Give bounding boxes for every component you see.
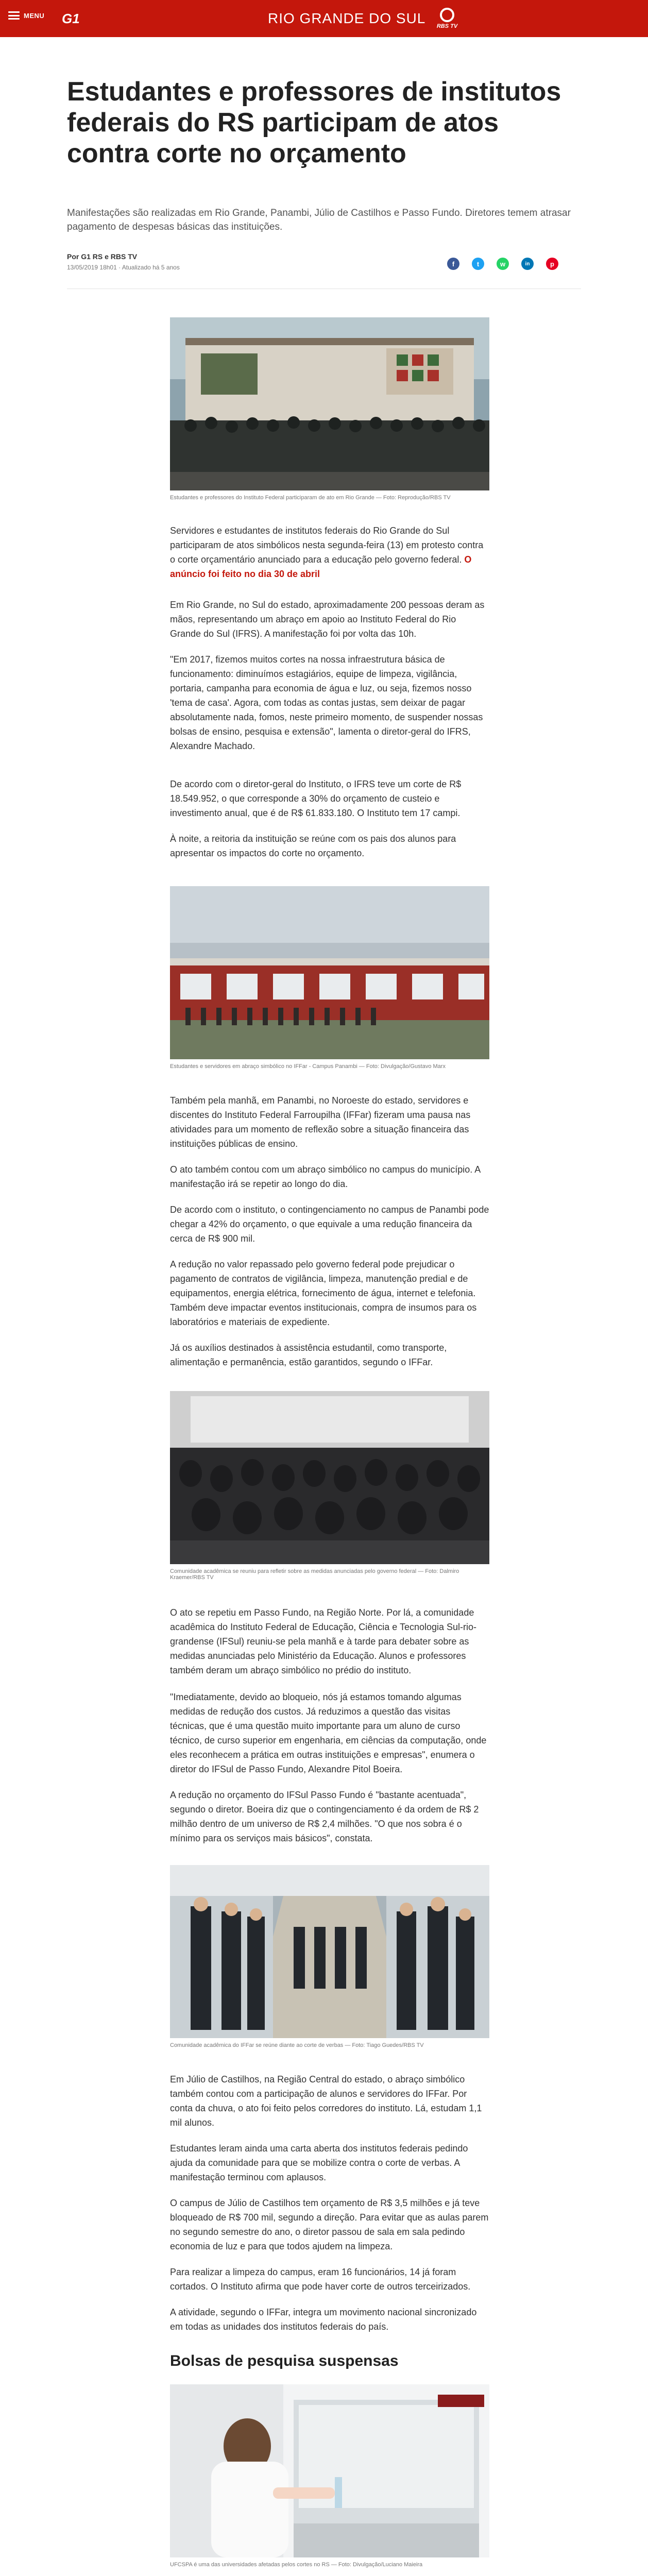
anuncio-link[interactable]: O anúncio foi feito no dia 30 de abril: [170, 554, 472, 579]
paragraph-7: O ato também contou com um abraço simbólico no campus do município. A manifestação irá se repetir ao longo do dia.: [170, 1164, 481, 1189]
pinterest-share-icon[interactable]: p: [546, 258, 558, 270]
whatsapp-share-icon[interactable]: w: [497, 258, 509, 270]
g1-logo[interactable]: G1: [62, 10, 80, 26]
paragraph-9: A redução no valor repassado pelo governo federal pode prejudicar o pagamento de contratos de vigilância, limpeza, manutenção predial e de equipamentos, energia elétrica, fornecimento de água, internet e telefonia. Também deve impactar eventos institucionais, compra de insumos para os laboratórios e materiais de expediente.: [170, 1259, 477, 1327]
campus-embrace-photo: [170, 886, 489, 1059]
facebook-share-icon[interactable]: f: [447, 258, 459, 270]
paragraph-10: Já os auxílios destinados à assistência estudantil, como transporte, alimentação e permanência, estão garantidos, segundo o IFFar.: [170, 1343, 447, 1367]
paragraph-1-text: Servidores e estudantes de institutos federais do Rio Grande do Sul participaram de atos simbólicos nesta segunda-feira (13) em protesto contra o corte orçamentário anunciado para a educação pelo governo federal.: [170, 526, 484, 565]
paragraph-11: O ato se repetiu em Passo Fundo, na Região Norte. Por lá, a comunidade acadêmica do Instituto Federal de Educação, Ciência e Tecnologia Sul-rio-grandense (IFSul) reuniu-se pela manhã e à tarde para debater sobre as medidas anunciadas pelo Ministério da Educação. Alunos e professores também deram um abraço simbólico no prédio do instituto.: [170, 1607, 477, 1675]
top-bar: [0, 0, 648, 37]
photo-julio-de-castilhos[interactable]: [170, 1865, 489, 2038]
rbs-logo-icon: [440, 8, 454, 22]
paragraph-13: A redução no orçamento do IFSul Passo Fundo é "bastante acentuada", segundo o diretor. Boeira diz que o contingenciamento é da ordem de R$ 2 milhão dentro de um universo de R$ 2,4 milhões. "O que nos sobra é o mínimo para os serviços mais básicos", constata.: [170, 1790, 479, 1843]
photo-caption-1: Estudantes e professores do Instituto Federal participaram de ato em Rio Grande — Foto: Reprodução/RBS TV: [170, 495, 451, 501]
menu-label: MENU: [24, 11, 45, 20]
photo-caption-2: Estudantes e servidores em abraço simbólico no IFFar - Campus Panambi — Foto: Divulgação/Gustavo Marx: [170, 1063, 446, 1070]
group-protest-photo: [170, 317, 489, 490]
region-title[interactable]: RIO GRANDE DO SUL: [268, 10, 426, 26]
paragraph-2: Em Rio Grande, no Sul do estado, aproximadamente 200 pessoas deram as mãos, representando um abraço em apoio ao Instituto Federal do Rio Grande do Sul (IFRS). A manifestação foi por volta das 10h.: [170, 600, 485, 639]
photo-caption-3: Comunidade acadêmica se reuniu para refletir sobre as medidas anunciadas pelo governo federal — Foto: Dalmiro Kraemer/RBS TV: [170, 1568, 459, 1581]
photo-caption-4: Comunidade acadêmica do IFFar se reúne diante ao corte de verbas — Foto: Tiago Guedes/RBS TV: [170, 2042, 424, 2048]
photo-rio-grande[interactable]: [170, 317, 489, 490]
share-bar: [447, 258, 558, 270]
paragraph-18: A atividade, segundo o IFFar, integra um movimento nacional sincronizado em todas as unidades dos institutos federais do país.: [170, 2307, 477, 2332]
paragraph-3: "Em 2017, fizemos muitos cortes na nossa infraestrutura básica de funcionamento: diminuímos estagiários, equipe de limpeza, vigilância, portaria, campanha para economia de água e luz, ou seja, fizemos nosso 'tema de casa'. Agora, com todas as contas justas, sem deixar de pagar absolutamente nada, fomos, neste primeiro momento, de suspender nossas bolsas de ensino, pesquisa e extensão", lamenta o diretor-geral do IFRS, Alexandre Machado.: [170, 654, 483, 751]
affiliate-label: RBS TV: [436, 23, 458, 29]
auditorium-photo: [170, 1391, 489, 1564]
laboratory-photo: [170, 2384, 489, 2557]
article-title: Estudantes e professores de institutos federais do RS participam de atos contra corte no orçamento: [67, 77, 561, 168]
menu-button[interactable]: [8, 11, 44, 20]
paragraph-16: O campus de Júlio de Castilhos tem orçamento de R$ 3,5 milhões e já teve bloqueado de R$ 700 mil, segundo a direção. Para evitar que as aulas parem no segundo semestre do ano, o diretor passou de sala em sala pedindo economia de luz e para que todos ajudem na limpeza.: [170, 2198, 489, 2251]
photo-panambi[interactable]: [170, 886, 489, 1059]
paragraph-12: "Imediatamente, devido ao bloqueio, nós já estamos tomando algumas medidas de redução dos custos. Já reduzimos a questão das visitas técnicas, que é uma questão muito importante para um aluno de curso técnico, de curso superior em engenharia, em ciências da computação, onde eles reconhecem a prática em outras instituições e empresas", enumera o diretor do IFSul de Passo Fundo, Alexandre Pitol Boeira.: [170, 1692, 487, 1774]
paragraph-4: De acordo com o diretor-geral do Instituto, o IFRS teve um corte de R$ 18.549.952, o que corresponde a 30% do orçamento de custeio e investimento anual, que é de R$ 61.833.180. O Instituto tem 17 campi.: [170, 779, 462, 818]
paragraph-17: Para realizar a limpeza do campus, eram 16 funcionários, 14 já foram cortados. O Instituto afirma que pode haver corte de outros terceirizados.: [170, 2267, 471, 2292]
paragraph-1: [170, 523, 489, 581]
affiliate-logo[interactable]: [433, 5, 462, 32]
article-subtitle: Manifestações são realizadas em Rio Grande, Panambi, Júlio de Castilhos e Passo Fundo. Diretores temem atrasar pagamento de despesas básicas das instituições.: [67, 208, 571, 232]
paragraph-14: Em Júlio de Castilhos, na Região Central do estado, o abraço simbólico também contou com a participação de alunos e servidores do IFFar. Por conta da chuva, o ato foi feito pelos corredores do instituto. Lá, estudam 1,1 mil alunos.: [170, 2074, 482, 2128]
photo-passo-fundo[interactable]: [170, 1391, 489, 1564]
photo-caption-5: UFCSPA é uma das universidades afetadas pelos cortes no RS — Foto: Divulgação/Luciano Maieira: [170, 2562, 423, 2568]
dateline: 13/05/2019 18h01 · Atualizado há 5 anos: [67, 264, 180, 271]
paragraph-8: De acordo com o instituto, o contingenciamento no campus de Panambi pode chegar a 42% do orçamento, o que equivale a uma redução financeira da cerca de R$ 900 mil.: [170, 1205, 489, 1244]
twitter-share-icon[interactable]: t: [472, 258, 484, 270]
paragraph-5: À noite, a reitoria da instituição se reúne com os pais dos alunos para apresentar os impactos do corte no orçamento.: [170, 834, 456, 858]
photo-ufcspa[interactable]: [170, 2384, 489, 2557]
paragraph-15: Estudantes leram ainda uma carta aberta dos institutos federais pedindo ajuda da comunidade para que se mobilize contra o corte de verbas. A manifestação terminou com aplausos.: [170, 2143, 468, 2182]
hamburger-icon: [8, 11, 20, 20]
corridor-photo: [170, 1865, 489, 2038]
paragraph-6: Também pela manhã, em Panambi, no Noroeste do estado, servidores e discentes do Instituto Federal Farroupilha (IFFar) fizeram uma pausa nas atividades para um momento de reflexão sobre a situação financeira das instituições públicas de ensino.: [170, 1095, 471, 1149]
linkedin-share-icon[interactable]: in: [521, 258, 534, 270]
byline: Por G1 RS e RBS TV: [67, 252, 138, 261]
section-heading-bolsas: Bolsas de pesquisa suspensas: [170, 2352, 399, 2369]
